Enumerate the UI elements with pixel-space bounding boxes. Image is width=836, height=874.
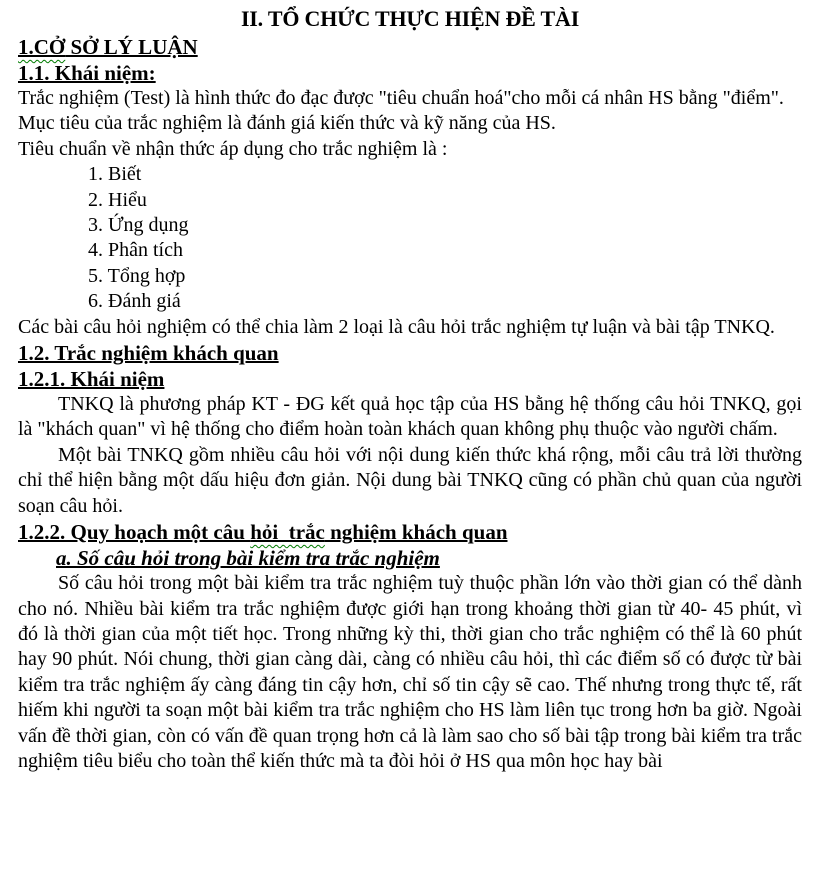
section-1-1-heading: 1.1. Khái niệm: <box>18 61 156 85</box>
section-1-2-2-heading-end: nghiệm khách quan <box>324 520 508 545</box>
section-1-2-heading: 1.2. Trắc nghiệm khách quan <box>18 341 279 366</box>
paragraph-standards-intro: Tiêu chuẩn về nhận thức áp dụng cho trắc nghiệm là : <box>18 137 448 160</box>
list-item: 1. Biết <box>88 163 142 186</box>
cognitive-levels-list <box>18 162 802 314</box>
list-item: 6. Đánh giá <box>88 290 181 313</box>
list-item: 3. Ứng dụng <box>88 214 189 237</box>
paragraph-tnkq-content: Một bài TNKQ gồm nhiều câu hỏi với nội dung kiến thức khá rộng, mỗi câu trả lời thường chỉ thể hiện bằng một dấu hiệu đơn giản. Nội dung bài TNKQ cũng có phần chủ quan của người soạn câu hỏi. <box>18 443 802 517</box>
section-1-heading-rest: SỞ LÝ LUẬN <box>65 35 198 59</box>
list-item: 2. Hiểu <box>88 188 147 211</box>
paragraph-two-types: Các bài câu hỏi nghiệm có thể chia làm 2 loại là câu hỏi trắc nghiệm tự luận và bài tập TNKQ. <box>18 315 775 338</box>
paragraph-definition: Trắc nghiệm (Test) là hình thức đo đạc được "tiêu chuẩn hoá"cho mỗi cá nhân HS bằng "điểm". <box>18 87 784 109</box>
list-item: 5. Tổng hợp <box>88 264 186 287</box>
list-item: 4. Phân tích <box>88 239 183 262</box>
document-title: II. TỔ CHỨC THỰC HIỆN ĐỀ TÀI <box>240 6 580 31</box>
section-1-heading <box>18 34 802 60</box>
section-1-2-2-heading-start: 1.2.2. Quy hoạch một câu <box>18 520 251 545</box>
section-1-heading-underline <box>18 35 198 59</box>
section-1-2-2-heading <box>18 519 802 545</box>
paragraph-goal: Mục tiêu của trắc nghiệm là đánh giá kiến thức và kỹ năng của HS. <box>18 112 556 135</box>
paragraph-question-count: Số câu hỏi trong một bài kiểm tra trắc nghiệm tuỳ thuộc phần lớn vào thời gian có thể dành cho nó. Nhiều bài kiểm tra trắc nghiệm được giới hạn trong khoảng thời gian từ 40- 45 phút, vì đó là thời gian của một tiết học. Trong những kỳ thi, thời gian cho trắc nghiệm có thể là 60 phút hay 90 phút. Nói chung, thời gian càng dài, càng có nhiều câu hỏi, thì các điểm số có được từ bài kiểm tra trắc nghiệm ấy càng đáng tin cậy hơn, chỉ số tin cậy sẽ cao. Thế nhưng trong thực tế, rất hiếm khi người ta soạn một bài kiểm tra trắc nghiệm cho HS làm liên tục trong hơn ba giờ. Ngoài vấn đề thời gian, còn có vấn đề quan trọng hơn cả là làm sao cho số bài tập trong bài kiểm tra trắc nghiệm tiêu biểu cho toàn thể kiến thức mà ta đòi hỏi ở HS qua môn học hay bài <box>18 572 802 772</box>
paragraph-tnkq-definition: TNKQ là phương pháp KT - ĐG kết quả học tập của HS bằng hệ thống câu hỏi TNKQ, gọi là "khách quan" vì hệ thống cho điểm hoàn toàn khách quan không phụ thuộc vào người chấm. <box>18 393 802 441</box>
section-1-2-1-heading: 1.2.1. Khái niệm <box>18 367 165 392</box>
sub-heading-a: a. Số câu hỏi trong bài kiểm tra trắc nghiệm <box>56 546 440 571</box>
section-1-2-2-heading-underline <box>18 520 508 544</box>
spellcheck-squiggle-segment: 1.CỞ <box>18 35 66 59</box>
spellcheck-squiggle-segment: hỏi trắc <box>250 520 325 545</box>
